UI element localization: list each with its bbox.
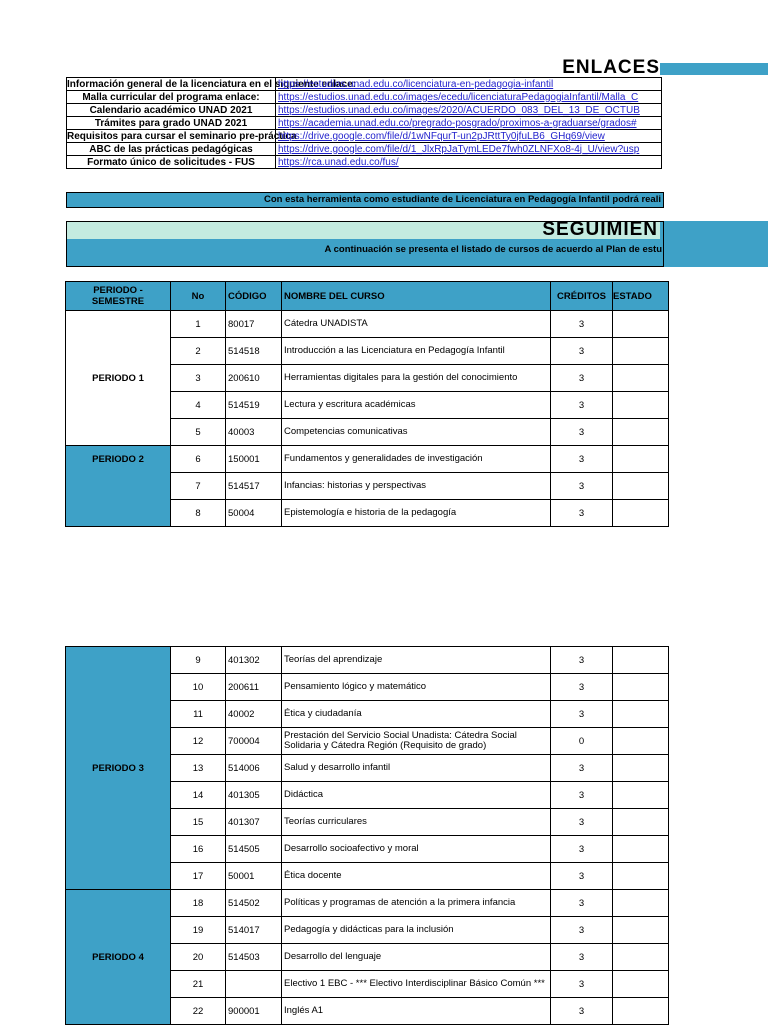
table-row xyxy=(66,890,669,917)
course-nombre: Infancias: historias y perspectivas xyxy=(282,473,551,500)
course-no: 3 xyxy=(171,365,226,392)
seguimiento-subtitle: A continuación se presenta el listado de cursos de acuerdo al Plan de estu xyxy=(324,244,662,255)
enlaces-title: ENLACES xyxy=(562,57,660,78)
header-no: No xyxy=(171,282,226,311)
link-row xyxy=(67,156,662,169)
link-label: Malla curricular del programa enlace: xyxy=(67,91,276,104)
course-codigo: 514017 xyxy=(226,917,282,944)
course-codigo: 401305 xyxy=(226,782,282,809)
course-no: 11 xyxy=(171,701,226,728)
course-nombre: Ética docente xyxy=(282,863,551,890)
course-codigo: 514006 xyxy=(226,755,282,782)
course-codigo: 900001 xyxy=(226,998,282,1025)
course-no: 6 xyxy=(171,446,226,473)
header-nombre: NOMBRE DEL CURSO xyxy=(282,282,551,311)
course-estado[interactable] xyxy=(613,392,669,419)
course-estado[interactable] xyxy=(613,998,669,1025)
course-creditos: 3 xyxy=(551,674,613,701)
course-nombre: Desarrollo socioafectivo y moral xyxy=(282,836,551,863)
course-codigo: 80017 xyxy=(226,311,282,338)
course-nombre: Prestación del Servicio Social Unadista: Cátedra Social Solidaria y Cátedra Región (Requisito de grado) xyxy=(282,728,551,755)
course-no: 18 xyxy=(171,890,226,917)
course-nombre: Inglés A1 xyxy=(282,998,551,1025)
course-no: 1 xyxy=(171,311,226,338)
course-creditos: 3 xyxy=(551,419,613,446)
course-nombre: Políticas y programas de atención a la primera infancia xyxy=(282,890,551,917)
course-estado[interactable] xyxy=(613,365,669,392)
course-no: 7 xyxy=(171,473,226,500)
course-estado[interactable] xyxy=(613,917,669,944)
course-codigo: 150001 xyxy=(226,446,282,473)
course-codigo: 401302 xyxy=(226,647,282,674)
header-estado: ESTADO xyxy=(613,282,669,311)
course-codigo: 50001 xyxy=(226,863,282,890)
link-url[interactable]: https://academia.unad.edu.co/pregrado-posgrado/proximos-a-graduarse/grados# xyxy=(276,117,662,130)
course-no: 22 xyxy=(171,998,226,1025)
course-estado[interactable] xyxy=(613,500,669,527)
link-label: Información general de la licenciatura en el siguiente enlace: xyxy=(67,78,356,90)
course-no: 13 xyxy=(171,755,226,782)
link-label: Trámites para grado UNAD 2021 xyxy=(67,117,276,130)
course-codigo: 514505 xyxy=(226,836,282,863)
course-creditos: 3 xyxy=(551,311,613,338)
course-creditos: 3 xyxy=(551,500,613,527)
course-creditos: 3 xyxy=(551,971,613,998)
course-codigo: 40002 xyxy=(226,701,282,728)
course-creditos: 3 xyxy=(551,782,613,809)
links-table xyxy=(66,77,662,169)
table-header-row xyxy=(66,282,669,311)
info-bar-text: Con esta herramienta como estudiante de Licenciatura en Pedagogía Infantil podrá reali xyxy=(264,194,661,205)
course-creditos: 3 xyxy=(551,755,613,782)
course-nombre: Electivo 1 EBC - *** Electivo Interdisciplinar Básico Común *** xyxy=(282,971,551,998)
course-nombre: Salud y desarrollo infantil xyxy=(282,755,551,782)
seguimiento-title: SEGUIMIEN xyxy=(542,219,658,240)
course-no: 15 xyxy=(171,809,226,836)
course-nombre: Introducción a las Licenciatura en Pedagogía Infantil xyxy=(282,338,551,365)
link-row xyxy=(67,91,662,104)
course-nombre: Cátedra UNADISTA xyxy=(282,311,551,338)
course-codigo: 40003 xyxy=(226,419,282,446)
course-nombre: Didáctica xyxy=(282,782,551,809)
course-no: 5 xyxy=(171,419,226,446)
course-nombre: Ética y ciudadanía xyxy=(282,701,551,728)
course-creditos: 3 xyxy=(551,944,613,971)
course-codigo: 514503 xyxy=(226,944,282,971)
link-url[interactable]: https://drive.google.com/file/d/1_JlxRpJaTymLEDe7fwh0ZLNFXo8-4j_U/view?usp xyxy=(276,143,662,156)
course-nombre: Pedagogía y didácticas para la inclusión xyxy=(282,917,551,944)
header-periodo: PERIODO - SEMESTRE xyxy=(66,282,171,311)
course-estado[interactable] xyxy=(613,419,669,446)
course-codigo: 200610 xyxy=(226,365,282,392)
link-url[interactable]: https://drive.google.com/file/d/1wNFqurT-un2pJRttTy0jfuLB6_GHq69/view xyxy=(276,130,662,143)
course-nombre: Competencias comunicativas xyxy=(282,419,551,446)
course-no: 12 xyxy=(171,728,226,755)
table-row xyxy=(66,647,669,674)
course-codigo: 514519 xyxy=(226,392,282,419)
course-estado[interactable] xyxy=(613,311,669,338)
course-creditos: 3 xyxy=(551,863,613,890)
course-codigo: 401307 xyxy=(226,809,282,836)
course-no: 14 xyxy=(171,782,226,809)
link-row xyxy=(67,104,662,117)
course-estado[interactable] xyxy=(613,728,669,755)
period-cell: PERIODO 3 xyxy=(66,647,171,890)
link-label: Requisitos para cursar el seminario pre-práctica xyxy=(67,130,297,142)
course-no: 21 xyxy=(171,971,226,998)
course-estado[interactable] xyxy=(613,473,669,500)
course-creditos: 3 xyxy=(551,365,613,392)
course-no: 19 xyxy=(171,917,226,944)
course-nombre: Lectura y escritura académicas xyxy=(282,392,551,419)
link-row xyxy=(67,78,662,91)
course-nombre: Desarrollo del lenguaje xyxy=(282,944,551,971)
info-bar xyxy=(66,192,664,208)
course-creditos: 3 xyxy=(551,446,613,473)
courses-table-page-1 xyxy=(65,281,669,527)
course-codigo: 700004 xyxy=(226,728,282,755)
course-creditos: 3 xyxy=(551,392,613,419)
course-estado[interactable] xyxy=(613,647,669,674)
course-no: 20 xyxy=(171,944,226,971)
course-no: 2 xyxy=(171,338,226,365)
course-codigo: 50004 xyxy=(226,500,282,527)
course-creditos: 3 xyxy=(551,890,613,917)
table-row xyxy=(66,311,669,338)
course-nombre: Epistemología e historia de la pedagogía xyxy=(282,500,551,527)
table-row xyxy=(66,446,669,473)
course-nombre: Pensamiento lógico y matemático xyxy=(282,674,551,701)
course-estado[interactable] xyxy=(613,944,669,971)
course-estado[interactable] xyxy=(613,971,669,998)
course-nombre: Teorías del aprendizaje xyxy=(282,647,551,674)
course-estado[interactable] xyxy=(613,890,669,917)
link-url[interactable]: https://rca.unad.edu.co/fus/ xyxy=(276,156,662,169)
course-no: 9 xyxy=(171,647,226,674)
course-no: 16 xyxy=(171,836,226,863)
course-codigo: 514517 xyxy=(226,473,282,500)
course-no: 17 xyxy=(171,863,226,890)
link-url[interactable]: https://estudios.unad.edu.co/images/ecedu/licenciaturaPedagogiaInfantil/Malla_C xyxy=(276,91,662,104)
course-estado[interactable] xyxy=(613,809,669,836)
course-no: 10 xyxy=(171,674,226,701)
link-row xyxy=(67,130,662,143)
link-row xyxy=(67,143,662,156)
course-nombre: Teorías curriculares xyxy=(282,809,551,836)
link-url[interactable]: https://estudios.unad.edu.co/images/2020/ACUERDO_083_DEL_13_DE_OCTUB xyxy=(276,104,662,117)
period-cell: PERIODO 1 xyxy=(66,311,171,446)
course-no: 8 xyxy=(171,500,226,527)
course-nombre: Herramientas digitales para la gestión del conocimiento xyxy=(282,365,551,392)
period-cell: PERIODO 4 xyxy=(66,890,171,1025)
course-estado[interactable] xyxy=(613,836,669,863)
course-creditos: 3 xyxy=(551,998,613,1025)
course-creditos: 3 xyxy=(551,809,613,836)
course-creditos: 3 xyxy=(551,701,613,728)
course-estado[interactable] xyxy=(613,674,669,701)
course-estado[interactable] xyxy=(613,782,669,809)
enlaces-accent-bar xyxy=(660,63,768,75)
link-label: ABC de las prácticas pedagógicas xyxy=(67,143,276,156)
period-cell: PERIODO 2 xyxy=(66,446,171,527)
link-label: Formato único de solicitudes - FUS xyxy=(67,156,276,169)
course-codigo: 200611 xyxy=(226,674,282,701)
header-creditos: CRÉDITOS xyxy=(551,282,613,311)
course-estado[interactable] xyxy=(613,701,669,728)
course-creditos: 3 xyxy=(551,917,613,944)
course-estado[interactable] xyxy=(613,755,669,782)
course-estado[interactable] xyxy=(613,446,669,473)
course-creditos: 3 xyxy=(551,473,613,500)
course-nombre: Fundamentos y generalidades de investigación xyxy=(282,446,551,473)
link-row xyxy=(67,117,662,130)
courses-table-page-2 xyxy=(65,646,669,1025)
course-estado[interactable] xyxy=(613,863,669,890)
seguimiento-accent-bar xyxy=(660,221,768,267)
course-creditos: 3 xyxy=(551,647,613,674)
course-creditos: 0 xyxy=(551,728,613,755)
link-url[interactable]: https://estudios.unad.edu.co/licenciatura-en-pedagogia-infantil xyxy=(276,78,662,91)
course-no: 4 xyxy=(171,392,226,419)
course-estado[interactable] xyxy=(613,338,669,365)
course-codigo: 514502 xyxy=(226,890,282,917)
course-creditos: 3 xyxy=(551,338,613,365)
course-codigo: 514518 xyxy=(226,338,282,365)
course-codigo xyxy=(226,971,282,998)
link-label: Calendario académico UNAD 2021 xyxy=(67,104,276,117)
header-codigo: CÓDIGO xyxy=(226,282,282,311)
course-creditos: 3 xyxy=(551,836,613,863)
